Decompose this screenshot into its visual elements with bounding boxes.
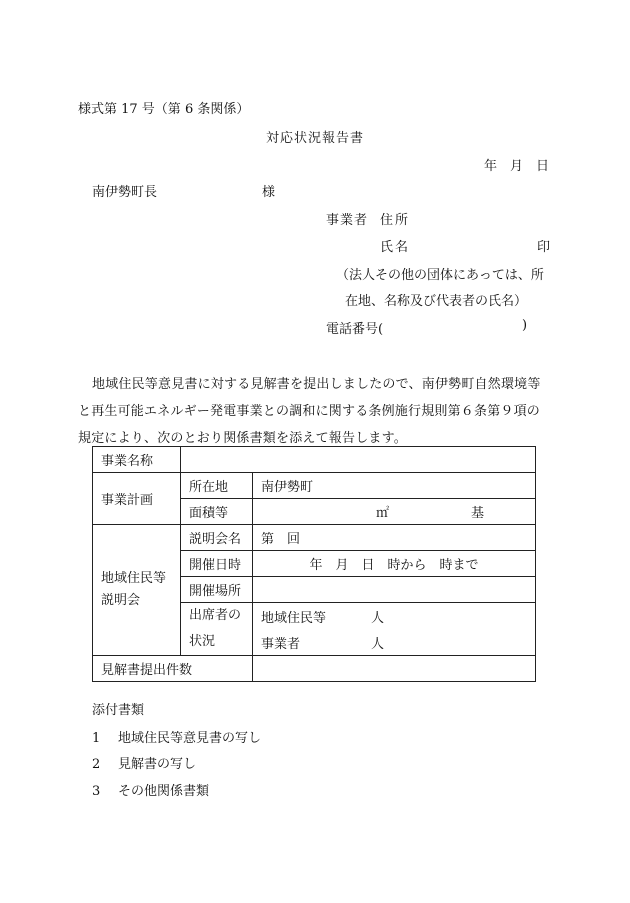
area-value <box>253 499 536 525</box>
location-label: 所在地 <box>181 473 253 499</box>
document-title: 対応状況報告書 <box>265 131 364 146</box>
corporate-note-line2: 在地、名称及び代表者の氏名） <box>345 294 528 309</box>
meeting-section-line1: 地域住民等 <box>101 571 167 586</box>
meeting-section-line2: 説明会 <box>101 593 141 608</box>
corporate-note-line1: （法人その他の団体にあっては、所 <box>336 268 544 283</box>
name-label: 氏名 <box>380 240 411 255</box>
residents-row <box>253 603 536 630</box>
seal-mark: 印 <box>537 240 551 255</box>
opinions-count-label: 見解書提出件数 <box>93 656 253 682</box>
area-unit: ㎡ <box>376 506 390 521</box>
table-row <box>93 525 536 551</box>
body-line-3: 規定により、次のとおり関係書類を添えて報告します。 <box>78 431 407 446</box>
attachment-item <box>92 780 209 799</box>
date-line: 年 月 日 <box>484 159 550 174</box>
count-unit: 基 <box>471 506 485 521</box>
table-row <box>93 447 536 473</box>
area-label: 面積等 <box>181 499 253 525</box>
meeting-datetime-label: 開催日時 <box>181 551 253 577</box>
attachment-number: 3 <box>92 784 101 799</box>
attachment-number: 2 <box>92 757 101 772</box>
body-line-2: と再生可能エネルギー発電事業との調和に関する条例施行規則第６条第９項の <box>78 404 541 419</box>
attachment-item <box>92 753 196 772</box>
attendance-line2: 状況 <box>189 634 216 649</box>
project-plan-label: 事業計画 <box>93 473 181 525</box>
addressee: 南伊勢町長 <box>92 185 158 200</box>
project-name-label: 事業名称 <box>93 447 181 473</box>
business-operator-label: 事業者 <box>326 213 369 228</box>
attachment-label: その他関係書類 <box>118 784 210 799</box>
meeting-section-label <box>93 525 181 656</box>
attendance-label <box>181 603 253 656</box>
location-value: 南伊勢町 <box>253 473 536 499</box>
meeting-name-value: 第 回 <box>253 525 536 551</box>
attendance-line1: 出席者の <box>189 608 242 623</box>
attachment-item <box>92 727 261 746</box>
meeting-name-label: 説明会名 <box>181 525 253 551</box>
attachment-number: 1 <box>92 731 101 746</box>
residents-label: 地域住民等 <box>261 610 327 626</box>
address-label: 住所 <box>380 213 411 228</box>
table-row <box>93 473 536 499</box>
attachments-title: 添付書類 <box>92 703 145 718</box>
table-row <box>93 656 536 682</box>
body-paragraph <box>78 371 552 452</box>
attachment-label: 見解書の写し <box>118 757 197 772</box>
attachment-label: 地域住民等意見書の写し <box>118 731 262 746</box>
report-table <box>92 446 536 682</box>
form-number: 様式第 17 号（第 6 条関係） <box>78 102 250 117</box>
opinions-count-value <box>253 656 536 682</box>
operators-unit: 人 <box>371 636 385 652</box>
meeting-place-label: 開催場所 <box>181 577 253 603</box>
project-name-value <box>181 447 536 473</box>
phone-label: 電話番号( <box>326 322 384 337</box>
operators-label: 事業者 <box>261 636 301 652</box>
phone-close-paren: ) <box>522 318 528 333</box>
meeting-datetime-value: 年 月 日 時から 時まで <box>253 551 536 577</box>
honorific: 様 <box>262 185 276 200</box>
body-line-1: 地域住民等意見書に対する見解書を提出しましたので、南伊勢町自然環境等 <box>92 377 541 392</box>
operators-row <box>253 629 536 656</box>
residents-unit: 人 <box>371 610 385 626</box>
meeting-place-value <box>253 577 536 603</box>
